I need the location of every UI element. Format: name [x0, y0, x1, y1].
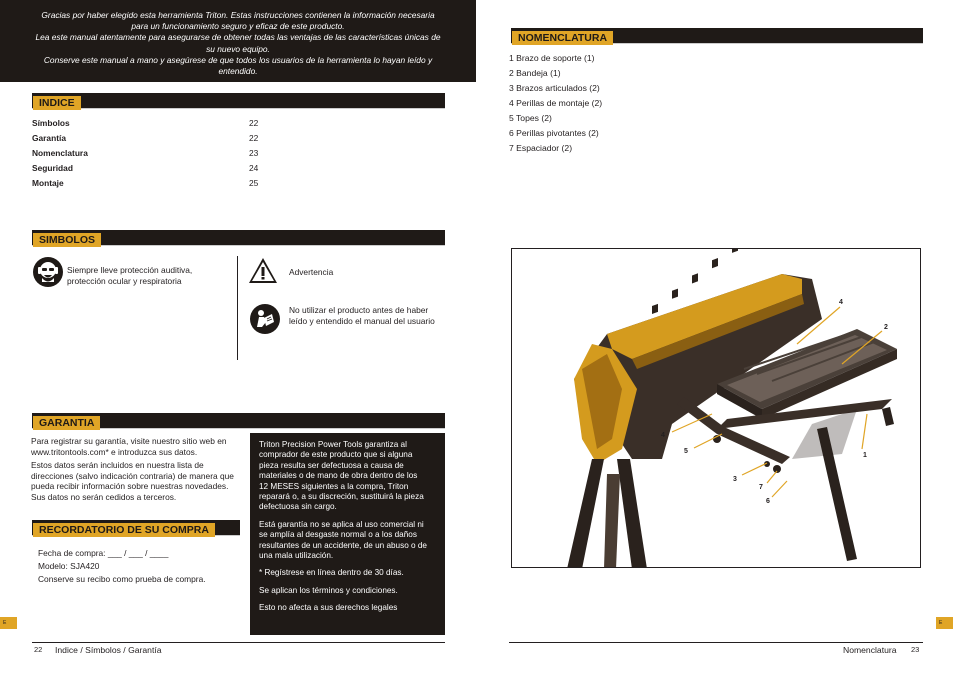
indice-row[interactable] — [32, 116, 272, 131]
callout-label: 5 — [684, 448, 688, 455]
callout-label: 4 — [661, 432, 665, 439]
indice-label: Nomenclatura — [32, 148, 88, 158]
nomenclatura-item: 2 Bandeja (1) — [509, 68, 561, 78]
read-manual-icon — [250, 304, 280, 334]
manual-text — [289, 305, 459, 326]
indice-page: 22 — [249, 118, 259, 128]
indice-label: Montaje — [32, 178, 64, 188]
footer-page-number: 22 — [34, 645, 43, 654]
garantia-line: pueda recibir información sobre nuestras novedades. — [31, 481, 229, 491]
warranty-line: una mala utilización. — [259, 551, 334, 561]
intro-block — [0, 0, 476, 82]
indice-row[interactable] — [32, 146, 272, 161]
product-illustration — [511, 248, 921, 568]
manual-text-line: No utilizar el producto antes de haber — [289, 305, 429, 315]
intro-line: Gracias por haber elegido esta herramienta Triton. Estas instrucciones contienen la información necesaria — [41, 10, 435, 20]
warranty-line: se amplía al desgaste normal o a los daños — [259, 530, 417, 540]
warning-icon — [248, 256, 278, 286]
recordatorio-text — [38, 547, 248, 586]
ear-text-line: Siempre lleve protección auditiva, — [67, 265, 193, 275]
callout-label: 6 — [766, 498, 770, 505]
garantia-line: Estos datos serán incluidos en nuestra lista de — [31, 460, 204, 470]
warning-text: Advertencia — [289, 267, 334, 277]
warranty-terms-box — [250, 433, 445, 635]
garantia-line: Para registrar su garantía, visite nuestro sitio web en — [31, 436, 227, 446]
bench-leg — [567, 459, 604, 568]
indice-list — [32, 116, 272, 191]
footer-section-title: Indice / Símbolos / Garantía — [55, 645, 162, 655]
garantia-title: GARANTIA — [33, 416, 100, 430]
model-line: Modelo: SJA420 — [38, 561, 100, 571]
ear-protection-text — [67, 265, 237, 286]
warranty-line: 12 MESES siguientes a la compra, Triton — [259, 481, 409, 491]
recordatorio-header — [32, 520, 240, 536]
footer-section-title: Nomenclatura — [843, 645, 897, 655]
ear-eye-protection-icon — [33, 257, 63, 287]
manual-text-line: leído y entendido el manual del usuario — [289, 315, 435, 326]
nomenclatura-header — [511, 28, 923, 44]
nomenclatura-title: NOMENCLATURA — [512, 31, 613, 45]
indice-header — [32, 93, 445, 109]
indice-page: 23 — [249, 148, 259, 158]
callout-label: 1 — [863, 452, 867, 459]
nomenclatura-item: 7 Espaciador (2) — [509, 143, 573, 153]
bench-leg — [617, 459, 647, 568]
receipt-line: Conserve su recibo como prueba de compra. — [38, 574, 206, 584]
intro-line: para un funcionamiento seguro y eficaz de este producto. — [131, 21, 345, 32]
warranty-line: reparará o, a su discreción, sustituirá la pieza — [259, 492, 424, 502]
nomenclatura-item: 5 Topes (2) — [509, 113, 552, 123]
warranty-line: Está garantía no se aplica al uso comercial ni — [259, 519, 424, 529]
indice-page: 25 — [249, 178, 259, 188]
warranty-note: Se aplican los términos y condiciones. — [259, 585, 398, 595]
warranty-line: resultantes de un accidente, de un abuso o de — [259, 540, 427, 550]
nomenclatura-item: 6 Perillas pivotantes (2) — [509, 128, 599, 138]
symbols-divider — [237, 256, 238, 360]
garantia-line: Sus datos no serán cedidos a terceros. — [31, 491, 177, 502]
footer-page-number: 23 — [911, 645, 920, 654]
ear-text-line: protección ocular y respiratoria — [67, 275, 182, 286]
warranty-note: * Regístrese en línea dentro de 30 días. — [259, 568, 404, 578]
warranty-note: Esto no afecta a sus derechos legales — [259, 603, 398, 613]
recordatorio-title: RECORDATORIO DE SU COMPRA — [33, 523, 215, 537]
indice-title: INDICE — [33, 96, 81, 110]
language-tab: E — [0, 617, 17, 629]
callout-label: 2 — [884, 324, 888, 331]
garantia-register-text — [31, 436, 241, 502]
intro-line: Conserve este manual a mano y asegúrese de que todos los usuarios de la herramienta lo hayan leído y — [43, 54, 433, 65]
warranty-line: pieza resulta ser defectuosa a causa de — [259, 460, 404, 470]
nomenclatura-list — [509, 51, 759, 156]
garantia-line: www.tritontools.com* e introduzca sus datos. — [31, 446, 198, 457]
nomenclatura-item: 1 Brazo de soporte (1) — [509, 53, 595, 63]
indice-row[interactable] — [32, 131, 272, 146]
callout-label: 4 — [839, 299, 843, 306]
indice-row[interactable] — [32, 176, 272, 191]
indice-page: 22 — [249, 133, 259, 143]
warranty-line: materiales o de mano de obra dentro de los — [259, 471, 418, 481]
intro-line: Lea este manual atentamente para asegurarse de obtener todas las ventajas de las características únicas de — [35, 32, 441, 43]
warranty-line: defectuosa sin cargo. — [259, 502, 337, 512]
indice-row[interactable] — [32, 161, 272, 176]
indice-label: Símbolos — [32, 118, 70, 128]
warranty-paragraph — [259, 440, 436, 513]
intro-line: su nuevo equipo. — [206, 43, 270, 54]
indice-page: 24 — [249, 163, 259, 173]
nomenclatura-item: 3 Brazos articulados (2) — [509, 83, 600, 93]
warranty-line: Triton Precision Power Tools garantiza al — [259, 440, 407, 449]
callout-label: 3 — [733, 476, 737, 483]
garantia-header — [32, 413, 445, 429]
purchase-date-line: Fecha de compra: ___ / ___ / ____ — [38, 548, 169, 558]
simbolos-title: SIMBOLOS — [33, 233, 101, 247]
indice-label: Seguridad — [32, 163, 73, 173]
callout-label: 7 — [759, 484, 763, 491]
footer-rule — [32, 642, 445, 643]
intro-line: entendido. — [218, 66, 258, 77]
warranty-line: comprador de este producto que si alguna — [259, 450, 413, 460]
language-tab: E — [936, 617, 953, 629]
simbolos-header — [32, 230, 445, 246]
indice-label: Garantía — [32, 133, 66, 143]
warranty-paragraph — [259, 520, 436, 562]
garantia-line: direcciones (salvo indicación contraria) de manera que — [31, 470, 234, 481]
footer-rule — [509, 642, 923, 643]
nomenclatura-item: 4 Perillas de montaje (2) — [509, 98, 603, 108]
